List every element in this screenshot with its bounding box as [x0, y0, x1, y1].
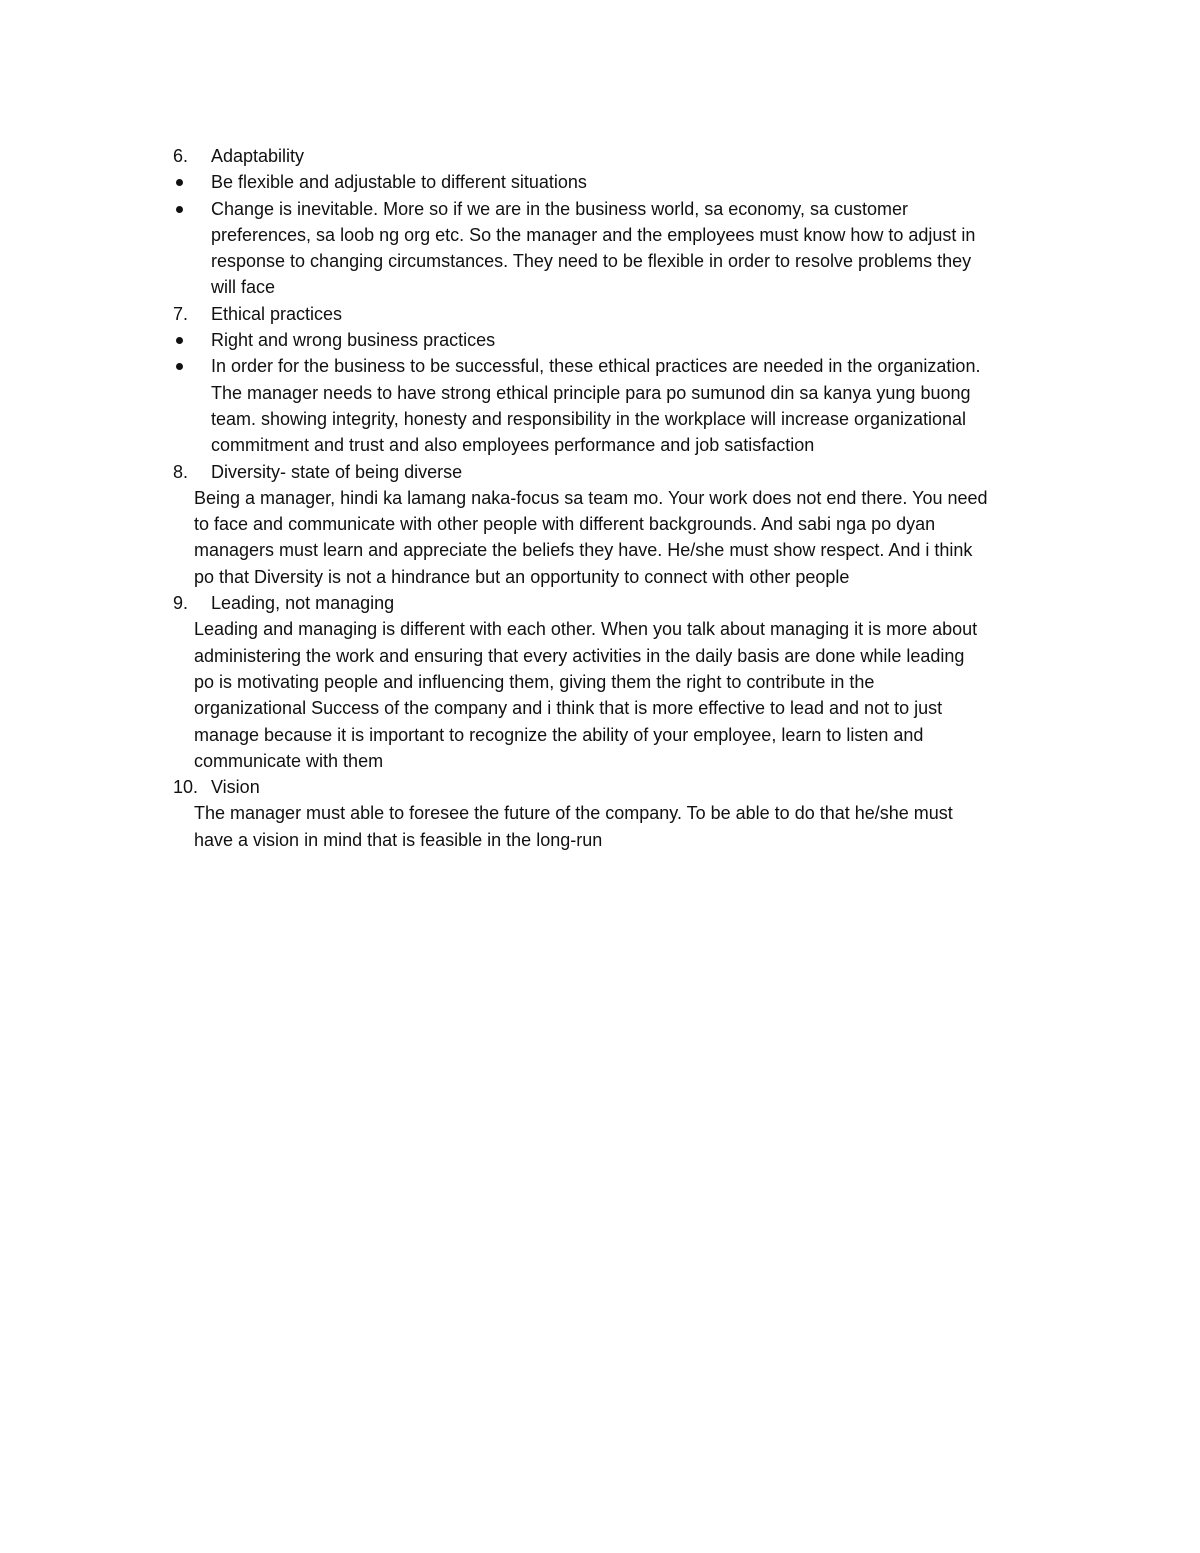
- paragraph-line: po is motivating people and influencing them, giving them the right to contribute in the: [194, 671, 875, 692]
- paragraph-line: po that Diversity is not a hindrance but an opportunity to connect with other people: [194, 566, 850, 587]
- section-number: 8.: [173, 461, 189, 482]
- section-title: Diversity- state of being diverse: [211, 461, 463, 482]
- paragraph-line: have a vision in mind that is feasible in the long-run: [194, 829, 603, 850]
- bullet-line: team. showing integrity, honesty and responsibility in the workplace will increase organizational: [211, 408, 967, 429]
- section-heading: [173, 301, 1073, 327]
- section-number: 6.: [173, 146, 189, 166]
- bullet-line: preferences, sa loob ng org etc. So the manager and the employees must know how to adjust in: [211, 224, 976, 245]
- section-heading: [173, 459, 1073, 485]
- bullet-line: In order for the business to be successful, these ethical practices are needed in the organization.: [211, 356, 981, 377]
- section-number: 9.: [173, 593, 189, 614]
- bullet-icon: [176, 363, 183, 370]
- bullet-line: The manager needs to have strong ethical principle para po sumunod din sa kanya yung buong: [211, 382, 971, 403]
- document-body: [173, 143, 1073, 853]
- paragraph-line: to face and communicate with other people with different backgrounds. And sabi nga po dyan: [194, 514, 936, 535]
- bullet-line: Right and wrong business practices: [211, 330, 496, 351]
- paragraph-line: Leading and managing is different with each other. When you talk about managing it is more about: [194, 619, 978, 640]
- bullet-item: [173, 353, 1073, 458]
- paragraph-line: The manager must able to foresee the future of the company. To be able to do that he/she must: [194, 803, 953, 824]
- bullet-line: commitment and trust and also employees performance and job satisfaction: [211, 435, 815, 456]
- paragraph-line: Being a manager, hindi ka lamang naka-focus sa team mo. Your work does not end there. You need: [194, 487, 988, 508]
- bullet-icon: [176, 206, 183, 213]
- bullet-item: [173, 196, 1073, 301]
- bullet-icon: [176, 179, 183, 186]
- section-paragraph: [173, 616, 1073, 774]
- section-paragraph: [173, 800, 1073, 853]
- section-paragraph: [173, 485, 1073, 590]
- bullet-line: Be flexible and adjustable to different situations: [211, 172, 587, 193]
- section-number: 10.: [173, 777, 199, 798]
- section-title: Ethical practices: [211, 303, 343, 324]
- section-heading: [173, 774, 1073, 800]
- section-title: Vision: [211, 777, 260, 798]
- section-number: 7.: [173, 303, 189, 324]
- section-heading: [173, 590, 1073, 616]
- paragraph-line: manage because it is important to recognize the ability of your employee, learn to listen and: [194, 724, 924, 745]
- bullet-icon: [176, 337, 183, 344]
- bullet-line: response to changing circumstances. They need to be flexible in order to resolve problems they: [211, 251, 972, 272]
- section-heading: [173, 143, 1073, 169]
- paragraph-line: administering the work and ensuring that every activities in the daily basis are done while leading: [194, 645, 965, 666]
- paragraph-line: organizational Success of the company and i think that is more effective to lead and not to just: [194, 698, 943, 719]
- section-title: Leading, not managing: [211, 593, 395, 614]
- bullet-item: [173, 169, 1073, 195]
- bullet-line: will face: [211, 277, 276, 298]
- paragraph-line: managers must learn and appreciate the beliefs they have. He/she must show respect. And i think: [194, 540, 973, 561]
- bullet-item: [173, 327, 1073, 353]
- bullet-line: Change is inevitable. More so if we are in the business world, sa economy, sa customer: [211, 198, 908, 219]
- section-title: Adaptability: [211, 146, 305, 166]
- paragraph-line: communicate with them: [194, 750, 384, 771]
